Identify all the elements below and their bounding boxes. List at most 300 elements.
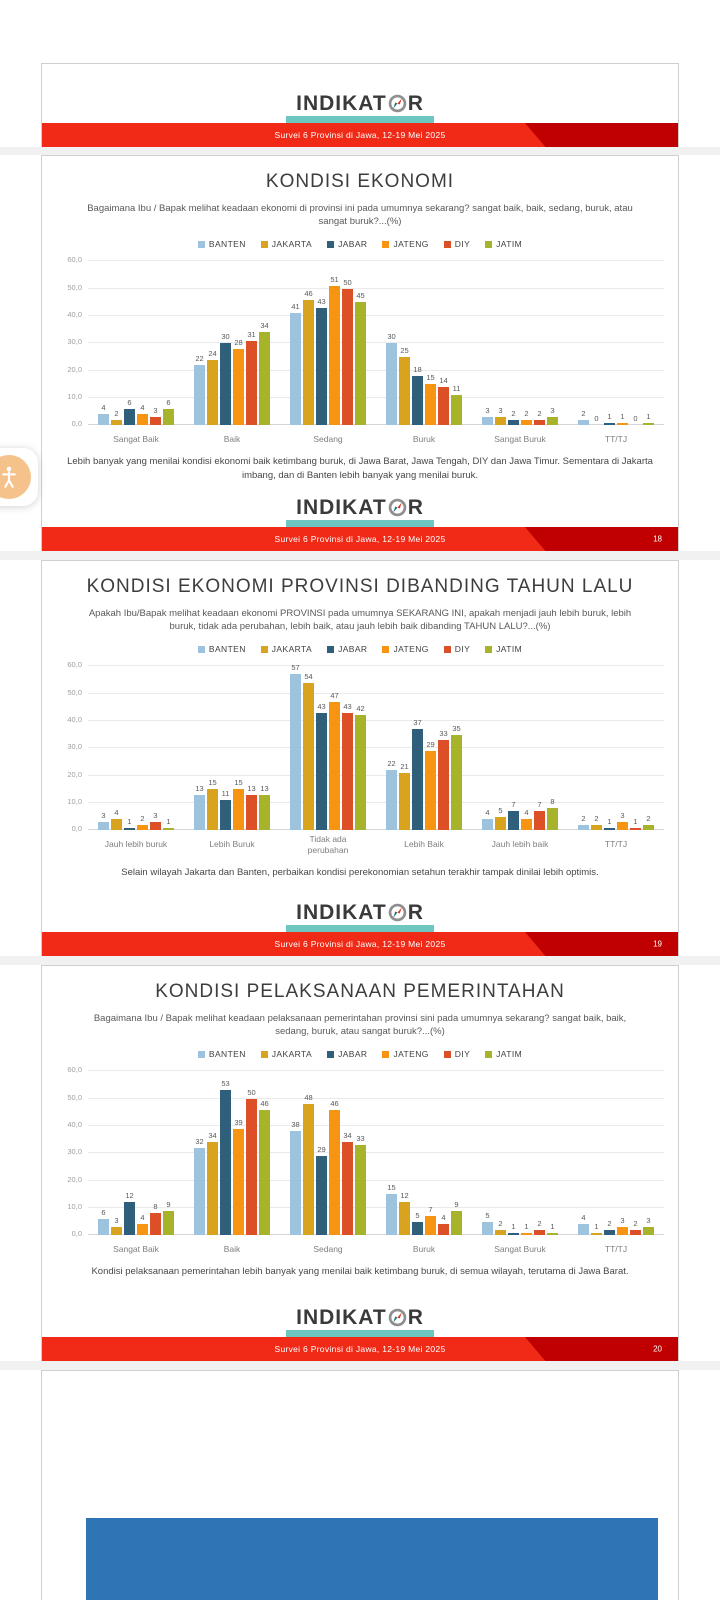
indikator-logo	[42, 89, 678, 123]
bar	[438, 740, 449, 830]
legend-label: JABAR	[338, 239, 368, 250]
bar-jabar	[316, 666, 327, 830]
x-category-label: Buruk	[412, 434, 436, 445]
bar-value: 24	[208, 348, 217, 358]
bar	[246, 1099, 257, 1236]
bar	[150, 1213, 161, 1235]
bar-jabar	[220, 1071, 231, 1235]
bar-jateng	[233, 666, 244, 830]
slide-20	[41, 965, 679, 1361]
bar-value: 57	[291, 663, 300, 673]
bar	[451, 735, 462, 831]
bar	[259, 1110, 270, 1236]
y-tick-label: 0,0	[71, 824, 82, 834]
bar-banten	[578, 1071, 589, 1235]
bar-value: 50	[247, 1087, 256, 1097]
y-tick-label: 60,0	[67, 660, 82, 670]
bar-value: 2	[524, 408, 529, 418]
y-tick-label: 40,0	[67, 714, 82, 724]
conclusion-text: Selain wilayah Jakarta dan Banten, perbaikan kondisi perekonomian setahun terakhir tampak dinilai lebih optimis.	[121, 866, 599, 878]
bar	[207, 789, 218, 830]
bar	[508, 420, 519, 425]
bar-value: 3	[153, 406, 158, 416]
bar	[137, 1224, 148, 1235]
bar	[194, 365, 205, 425]
legend-swatch	[444, 241, 451, 248]
bar-group	[568, 261, 664, 425]
bar-value: 1	[607, 411, 612, 421]
x-axis-labels	[88, 1239, 664, 1257]
legend-item-jateng	[382, 1049, 428, 1059]
slide-18	[41, 155, 679, 551]
x-category-label: Sangat Buruk	[494, 434, 546, 445]
compass-icon	[388, 903, 407, 922]
bar-value: 13	[247, 783, 256, 793]
accessibility-person-icon	[0, 464, 22, 490]
bar	[521, 420, 532, 425]
indikator-wordmark	[296, 1307, 424, 1328]
bar-jatim	[547, 666, 558, 830]
bar-jateng	[521, 1071, 532, 1235]
bar-group	[568, 1071, 664, 1235]
bar-jakarta	[207, 1071, 218, 1235]
bar	[630, 828, 641, 831]
legend-item-jateng	[382, 644, 428, 654]
y-tick-label: 10,0	[67, 1201, 82, 1211]
bar-value: 2	[646, 813, 651, 823]
bar-jateng	[617, 261, 628, 425]
x-axis-labels	[88, 834, 664, 858]
bar-value: 15	[426, 373, 435, 383]
bar-value: 11	[452, 384, 461, 394]
bar-value: 47	[330, 690, 339, 700]
legend-swatch	[327, 646, 334, 653]
bar-value: 39	[234, 1117, 243, 1127]
bar-diy	[246, 1071, 257, 1235]
y-tick-label: 60,0	[67, 1065, 82, 1075]
plot-area	[88, 261, 664, 425]
bar-value: 42	[356, 704, 365, 714]
bar-jateng	[137, 1071, 148, 1235]
bar-banten	[98, 666, 109, 830]
bar	[303, 683, 314, 831]
bar	[303, 300, 314, 426]
legend-item-jatim	[485, 239, 522, 249]
bar	[508, 1233, 519, 1236]
bar	[521, 819, 532, 830]
bar-jatim	[643, 261, 654, 425]
y-tick-label: 50,0	[67, 1092, 82, 1102]
bar	[355, 302, 366, 425]
conclusion-text: Kondisi pelaksanaan pemerintahan lebih banyak yang menilai baik ketimbang buruk, di semua wilayah, terutama di Jawa Barat.	[91, 1266, 629, 1278]
bar	[547, 1233, 558, 1236]
bar	[643, 423, 654, 426]
bar	[233, 789, 244, 830]
bar-value: 14	[439, 375, 448, 385]
bar-jatim	[643, 1071, 654, 1235]
bar-group	[376, 1071, 472, 1235]
bar-jatim	[547, 261, 558, 425]
bar-value: 41	[291, 302, 300, 312]
bar-banten	[386, 261, 397, 425]
page-previous-footer	[41, 63, 679, 147]
bar	[617, 1227, 628, 1235]
bar-value: 48	[304, 1093, 313, 1103]
bar	[111, 1227, 122, 1235]
page-gap	[0, 956, 720, 965]
legend-swatch	[485, 241, 492, 248]
legend-label: JAKARTA	[271, 239, 313, 250]
indikator-wordmark	[296, 93, 424, 114]
banner-accent-shape	[508, 123, 678, 147]
legend-item-jakarta	[261, 1049, 312, 1059]
logo-underline	[286, 520, 434, 527]
y-tick-label: 60,0	[67, 255, 82, 265]
bar-value: 2	[581, 813, 586, 823]
bar-jabar	[412, 666, 423, 830]
bar-value: 29	[426, 739, 435, 749]
footer-banner	[42, 1337, 678, 1361]
bar-jakarta	[207, 666, 218, 830]
bar-group	[184, 261, 280, 425]
legend-item-diy	[444, 239, 470, 249]
legend-label: BANTEN	[208, 644, 246, 655]
bar	[386, 343, 397, 425]
bar-jateng	[521, 261, 532, 425]
bar-value: 38	[291, 1120, 300, 1130]
legend-label: JAKARTA	[271, 1049, 313, 1060]
bar-jabar	[220, 666, 231, 830]
bar-value: 2	[633, 1218, 638, 1228]
bar-value: 18	[413, 365, 422, 375]
legend-swatch	[382, 646, 389, 653]
bar	[342, 1142, 353, 1235]
legend-swatch	[485, 646, 492, 653]
bar-value: 43	[317, 701, 326, 711]
indikator-wordmark	[296, 497, 424, 518]
bar-banten	[482, 1071, 493, 1235]
page-gap	[0, 147, 720, 155]
bar-jabar	[604, 1071, 615, 1235]
bar-value: 35	[452, 723, 461, 733]
bar	[399, 773, 410, 830]
bar-banten	[98, 1071, 109, 1235]
bar-value: 13	[260, 783, 269, 793]
x-category-label: Buruk	[412, 1244, 436, 1255]
bar-jakarta	[111, 1071, 122, 1235]
bar	[150, 417, 161, 425]
legend-swatch	[327, 1051, 334, 1058]
bar	[111, 420, 122, 425]
bar	[290, 1131, 301, 1235]
bar-jateng	[137, 261, 148, 425]
legend-item-jakarta	[261, 644, 312, 654]
page-number: 20	[653, 1344, 662, 1354]
x-axis-labels	[88, 429, 664, 447]
bar	[534, 1230, 545, 1235]
bar	[303, 1104, 314, 1235]
bar	[124, 409, 135, 425]
x-category-label: TT/TJ	[604, 839, 628, 850]
bar-value: 2	[114, 408, 119, 418]
bar	[386, 770, 397, 830]
legend-label: JATENG	[393, 239, 429, 250]
bar-group	[280, 1071, 376, 1235]
y-tick-label: 0,0	[71, 419, 82, 429]
footer-banner	[42, 123, 678, 147]
bar-value: 1	[524, 1221, 529, 1231]
bar-group	[376, 261, 472, 425]
bar	[98, 822, 109, 830]
legend-swatch	[261, 646, 268, 653]
bar-banten	[290, 261, 301, 425]
y-tick-label: 10,0	[67, 796, 82, 806]
chart-legend	[42, 1049, 678, 1059]
bar-value: 3	[153, 811, 158, 821]
bar-diy	[534, 666, 545, 830]
bar-value: 2	[581, 408, 586, 418]
bar-value: 30	[221, 332, 230, 342]
footer-banner	[42, 932, 678, 956]
logo-text-right: R	[407, 901, 424, 924]
x-category-label: Jauh lebih baik	[491, 839, 549, 850]
bar	[495, 1230, 506, 1235]
bar-value: 11	[221, 789, 230, 799]
bar-jabar	[604, 666, 615, 830]
bar	[98, 1219, 109, 1235]
bar	[259, 795, 270, 831]
bar-jabar	[508, 666, 519, 830]
logo-text-left: INDIKAT	[296, 92, 387, 115]
bar	[150, 822, 161, 830]
bar-jakarta	[303, 1071, 314, 1235]
plot-area	[88, 1071, 664, 1235]
bar-value: 4	[581, 1213, 586, 1223]
bar-value: 15	[234, 778, 243, 788]
accessibility-fab[interactable]	[0, 448, 38, 506]
bar-value: 5	[485, 1210, 490, 1220]
bar	[508, 811, 519, 830]
legend-label: JABAR	[338, 644, 368, 655]
bar	[207, 360, 218, 426]
bar	[163, 1211, 174, 1236]
bar-banten	[578, 666, 589, 830]
bar-value: 45	[356, 291, 365, 301]
bar	[412, 729, 423, 830]
bar-value: 1	[594, 1221, 599, 1231]
bar-value: 30	[387, 332, 396, 342]
bar-jakarta	[399, 666, 410, 830]
bar-value: 34	[260, 321, 269, 331]
bar-jakarta	[111, 666, 122, 830]
bar-diy	[534, 1071, 545, 1235]
y-tick-label: 30,0	[67, 337, 82, 347]
bar	[137, 414, 148, 425]
bar-value: 33	[356, 1134, 365, 1144]
bar-value: 2	[140, 813, 145, 823]
bar-value: 8	[153, 1202, 158, 1212]
bar-jakarta	[591, 666, 602, 830]
bar-value: 46	[260, 1098, 269, 1108]
bar	[591, 825, 602, 830]
bar-value: 1	[511, 1221, 516, 1231]
logo-underline	[286, 925, 434, 932]
x-category-label: TT/TJ	[604, 1244, 628, 1255]
bar-jatim	[259, 1071, 270, 1235]
bar-value: 1	[127, 816, 132, 826]
bar	[617, 423, 628, 426]
bar-diy	[630, 261, 641, 425]
grouped-bar-chart	[42, 1065, 678, 1257]
logo-text-left: INDIKAT	[296, 901, 387, 924]
legend-label: JATIM	[496, 239, 523, 250]
bar-jateng	[617, 1071, 628, 1235]
x-category-label: Jauh lebih buruk	[104, 839, 168, 850]
bar-value: 2	[498, 1218, 503, 1228]
y-axis	[42, 1065, 88, 1239]
bar-value: 4	[140, 403, 145, 413]
bar	[482, 417, 493, 425]
logo-underline	[286, 1330, 434, 1337]
bar-value: 25	[400, 345, 409, 355]
grouped-bar-chart	[42, 255, 678, 447]
bar-diy	[342, 1071, 353, 1235]
bar-value: 46	[304, 288, 313, 298]
bar	[482, 1222, 493, 1236]
survey-caption: Survei 6 Provinsi di Jawa, 12-19 Mei 2025	[274, 534, 446, 544]
slide-question: Bagaimana Ibu / Bapak melihat keadaan ekonomi di provinsi ini pada umumnya sekarang? sangat baik, baik, sedang, buruk, atau sangat buruk?...(%)	[87, 203, 633, 228]
bar	[451, 395, 462, 425]
page-number: 18	[653, 534, 662, 544]
bar-jatim	[451, 1071, 462, 1235]
next-slide-content	[86, 1518, 658, 1600]
bar-jatim	[163, 261, 174, 425]
legend-swatch	[198, 241, 205, 248]
bar-value: 12	[125, 1191, 134, 1201]
bar-value: 3	[550, 406, 555, 416]
page-gap	[0, 1361, 720, 1370]
bar-value: 1	[607, 816, 612, 826]
bar	[316, 713, 327, 831]
bar	[207, 1142, 218, 1235]
slide-19	[41, 560, 679, 956]
conclusion-text: Lebih banyak yang menilai kondisi ekonomi baik ketimbang buruk, di Jawa Barat, Jawa Tengah, DIY dan Jawa Timur. Sementara di Jakarta imbang, dan di Banten lebih banyak yang menilai buruk.	[67, 456, 653, 481]
bar-value: 3	[620, 811, 625, 821]
bar	[124, 828, 135, 831]
bar	[495, 417, 506, 425]
bar-value: 33	[439, 729, 448, 739]
y-tick-label: 50,0	[67, 282, 82, 292]
bar-diy	[534, 261, 545, 425]
legend-label: DIY	[454, 1049, 471, 1060]
legend-item-diy	[444, 644, 470, 654]
bar-diy	[630, 1071, 641, 1235]
bar	[246, 795, 257, 831]
bar-value: 31	[247, 329, 256, 339]
bar	[425, 751, 436, 830]
bar-value: 2	[594, 813, 599, 823]
page-gap	[0, 551, 720, 560]
bar	[630, 1230, 641, 1235]
indikator-logo	[42, 1303, 678, 1337]
bar	[425, 384, 436, 425]
x-category-label: Lebih Baik	[404, 839, 444, 850]
legend-label: BANTEN	[208, 239, 246, 250]
legend-swatch	[198, 1051, 205, 1058]
legend-swatch	[261, 1051, 268, 1058]
bar	[617, 822, 628, 830]
bar-jatim	[451, 261, 462, 425]
bar-banten	[98, 261, 109, 425]
bar	[547, 417, 558, 425]
y-axis	[42, 660, 88, 834]
bar-jateng	[521, 666, 532, 830]
bar-group	[472, 666, 568, 830]
bar-value: 43	[317, 296, 326, 306]
bar-value: 21	[400, 761, 409, 771]
bar-value: 2	[537, 1218, 542, 1228]
bar	[604, 828, 615, 831]
x-category-label: Sangat Buruk	[494, 1244, 546, 1255]
bar-value: 9	[454, 1199, 459, 1209]
page-next-preview	[41, 1370, 679, 1600]
bar	[194, 1148, 205, 1235]
legend-item-banten	[198, 1049, 246, 1059]
bar	[386, 1194, 397, 1235]
x-category-label: Sedang	[313, 1244, 343, 1255]
bar-diy	[630, 666, 641, 830]
bar-value: 1	[166, 816, 171, 826]
legend-swatch	[382, 1051, 389, 1058]
logo-text-left: INDIKAT	[296, 1306, 387, 1329]
bar-group	[472, 1071, 568, 1235]
bar-jateng	[425, 666, 436, 830]
bar-jakarta	[495, 261, 506, 425]
legend-label: JATENG	[393, 644, 429, 655]
bar	[233, 349, 244, 426]
bar	[578, 1224, 589, 1235]
bar	[425, 1216, 436, 1235]
bar-jakarta	[111, 261, 122, 425]
legend-label: JATIM	[496, 1049, 523, 1060]
legend-label: BANTEN	[208, 1049, 246, 1060]
bar	[355, 1145, 366, 1235]
bar	[451, 1211, 462, 1236]
legend-item-jatim	[485, 1049, 522, 1059]
legend-swatch	[382, 241, 389, 248]
x-category-label: Lebih Buruk	[209, 839, 255, 850]
bar	[329, 702, 340, 830]
bar-jakarta	[207, 261, 218, 425]
bar-value: 43	[343, 701, 352, 711]
bar-jabar	[124, 666, 135, 830]
y-axis	[42, 255, 88, 429]
bar-value: 4	[524, 808, 529, 818]
legend-swatch	[485, 1051, 492, 1058]
legend-label: JAKARTA	[271, 644, 313, 655]
bar-jatim	[163, 1071, 174, 1235]
bar-jateng	[137, 666, 148, 830]
bar-diy	[246, 666, 257, 830]
bar	[329, 1110, 340, 1236]
bar-value: 53	[221, 1079, 230, 1089]
bar-group	[184, 1071, 280, 1235]
bar-value: 32	[195, 1136, 204, 1146]
bar-jatim	[163, 666, 174, 830]
bar-value: 3	[498, 406, 503, 416]
bar-jateng	[233, 1071, 244, 1235]
bar-group	[280, 663, 376, 830]
